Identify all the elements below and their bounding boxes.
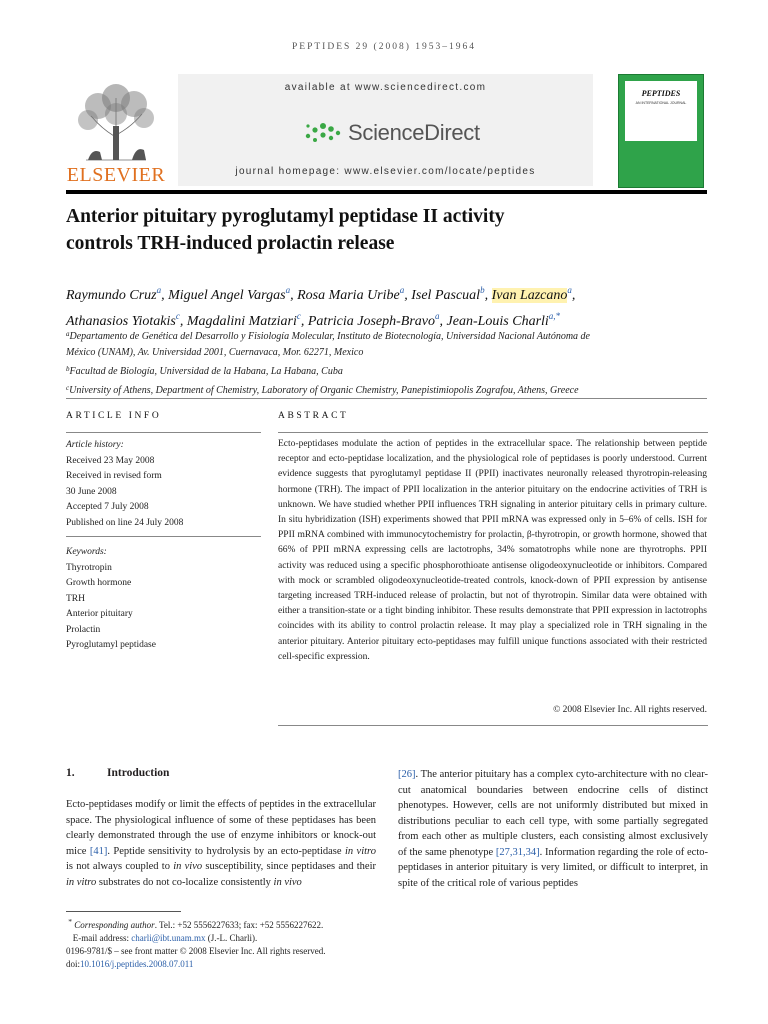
article-history: [66, 438, 266, 531]
author-affiliation-marker[interactable]: a: [156, 285, 162, 295]
corresponding-author-label: Corresponding author: [74, 920, 155, 930]
footnote-divider: [66, 911, 181, 912]
contact-text: . Tel.: +52 5556227633; fax: +52 5556227622.: [154, 920, 324, 930]
doi-link[interactable]: 10.1016/j.peptides.2008.07.011: [80, 959, 194, 969]
keyword: Pyroglutamyl peptidase: [66, 640, 156, 650]
author-affiliation-marker[interactable]: a: [399, 285, 405, 295]
affiliation-text: México (UNAM), Av. Universidad 2001, Cuernavaca, Mor. 62271, Mexico: [66, 347, 364, 358]
author-affiliation-marker[interactable]: b: [480, 285, 485, 295]
history-entry: Accepted 7 July 2008: [66, 502, 149, 512]
author-name[interactable]: Patricia Joseph-Bravo: [307, 314, 436, 329]
article-info-heading: ARTICLE INFO: [66, 411, 162, 421]
author-separator: ,: [290, 288, 298, 303]
keyword: Prolactin: [66, 624, 101, 635]
author-separator: ,: [439, 314, 447, 329]
affiliation-line: [66, 380, 716, 399]
journal-homepage-link[interactable]: journal homepage: www.elsevier.com/locate/peptides: [235, 166, 536, 177]
author-separator: ,: [484, 288, 492, 303]
divider: [66, 432, 261, 433]
keywords-label: Keywords:: [66, 547, 107, 557]
title-line: Anterior pituitary pyroglutamyl peptidase II activity: [66, 206, 505, 227]
body-text-italic: in vivo: [173, 861, 203, 872]
body-text: . The anterior pituitary has a complex cyto-architecture with no clear-cut anatomical boundaries between endocrine cells of distinct phenotypes. However, cells are not uniformly distributed but mixed in distributions peculiar to each cell type, with some partially segregated from each other as multiple clusters, each consisting almost exclusively of the same phenotype: [398, 769, 708, 858]
elsevier-tree-logo: [66, 76, 166, 162]
author-separator: ,: [300, 314, 308, 329]
history-entry: Received 23 May 2008: [66, 455, 155, 466]
sciencedirect-wordmark: ScienceDirect: [348, 120, 480, 145]
history-label: Article history:: [66, 440, 124, 450]
title-line: controls TRH-induced prolactin release: [66, 233, 395, 254]
author-affiliation-marker[interactable]: a: [285, 285, 291, 295]
sciencedirect-logo-icon: [302, 118, 344, 148]
body-text: . Peptide sensitivity to hydrolysis by an ecto-peptidase: [107, 845, 345, 857]
author-separator: ,: [161, 288, 169, 303]
section-title: Introduction: [107, 767, 170, 779]
author-name[interactable]: Raymundo Cruz: [66, 288, 157, 303]
footnotes: [66, 915, 466, 971]
body-column-left: [66, 797, 376, 890]
journal-masthead: [66, 74, 707, 192]
history-entry: Received in revised form: [66, 471, 162, 481]
doi-label: doi:: [66, 959, 81, 969]
affiliation-marker: b: [66, 365, 70, 373]
footnote-marker: *: [68, 917, 72, 926]
doi-line: [66, 958, 466, 971]
body-text: . Information regarding the role of ecto-peptidases in anterior pituitary is very limited, or difficult to interpret, in spite of the critical role of various peptides: [398, 846, 708, 889]
author-name-highlighted[interactable]: Ivan Lazcano: [491, 288, 568, 303]
keyword: Anterior pituitary: [66, 609, 133, 619]
affiliation-text: Facultad de Biología, Universidad de la Habana, La Habana, Cuba: [69, 366, 343, 377]
affiliation-marker: c: [66, 384, 70, 392]
body-text-italic: in vitro: [66, 876, 97, 888]
divider: [66, 536, 261, 537]
cover-title: PEPTIDES: [641, 89, 681, 98]
affiliation-marker: a: [66, 330, 70, 338]
author-affiliation-marker[interactable]: a: [567, 285, 572, 295]
author-affiliation-marker[interactable]: c: [175, 311, 180, 321]
author-separator: ,: [179, 314, 187, 329]
issn-line: 0196-9781/$ – see front matter © 2008 Elsevier Inc. All rights reserved.: [66, 946, 326, 956]
body-column-right: [398, 767, 708, 891]
abstract-text: Ecto-peptidases modulate the action of peptides in the extracellular space. The relationship between peptide receptor and ecto-peptidase localization, and the physiological role of peptidases is poorly understood. Current evidence suggests that pyroglutamyl peptidase II (PPII) inactivates neuronally released thyrotropin-releasing hormone (TRH). The impact of PPII localization in the anterior pituitary on the endocrine activities of TRH is unknown. We have studied whether PPII influences TRH signaling in anterior pituitary cells in primary culture. In situ hybridization (ISH) experiments showed that PPII mRNA was expressed only in 5–6% of cells. ISH for PPII mRNA combined with immunocytochemistry for prolactin, β-thyrotropin, or growth hormone, showed that 66% of PPII mRNA expressing cells are lactotrophs, 34% somatotrophs while none are thyrotrophs. PPII activity was reduced using a specific phosphorothioate antisense oligodeoxynucleotide or inhibitors. Compared with mock or scrambled oligodeoxynucleotide-treated controls, knock-down of PPII expression by antisense targeting increased TRH-induced release of prolactin, but not of thyrotropin. Similar data were obtained with either a transition-state or a tight binding inhibitor. These results demonstrate that PPII expression in lactotrophs coincides with its ability to control prolactin release. It may play a specialized role in TRH signaling in the anterior pituitary. Anterior pituitary ecto-peptidases may fulfill unique functions associated with their restricted cell-specific expression.: [278, 439, 707, 662]
body-text: susceptibility, since peptidases and their: [202, 861, 377, 872]
author-name[interactable]: Jean-Louis Charli: [446, 314, 549, 329]
author-list: [66, 280, 716, 332]
body-text: Ecto-peptidases modify or limit the effects of peptides in the extracellular space. The physiological influence of some of these peptidases has been clearly demonstrated through the use of enzyme inhibitors or knock-out mice: [66, 799, 376, 857]
keywords: [66, 545, 266, 654]
author-separator: ,: [571, 288, 576, 303]
divider: [66, 398, 707, 399]
cover-label: [625, 81, 697, 141]
corresponding-author-note: [66, 915, 466, 932]
masthead-rule: [66, 190, 707, 194]
article-title: [66, 203, 707, 257]
author-separator: ,: [404, 288, 412, 303]
affiliation-line: [66, 326, 716, 345]
citation-link[interactable]: [26]: [398, 769, 416, 780]
author-affiliation-marker[interactable]: a,*: [548, 311, 561, 321]
author-affiliation-marker[interactable]: a: [435, 311, 440, 321]
author-name[interactable]: Magdalini Matziari: [186, 314, 297, 329]
abstract-copyright: © 2008 Elsevier Inc. All rights reserved.: [553, 705, 707, 715]
divider: [278, 725, 708, 726]
available-at-link[interactable]: available at www.sciencedirect.com: [284, 82, 487, 93]
section-number: 1.: [66, 767, 75, 779]
body-text-italic: in vivo: [273, 876, 302, 888]
author-name[interactable]: Miguel Angel Vargas: [168, 288, 286, 303]
author-name[interactable]: Athanasios Yiotakis: [66, 314, 176, 329]
affiliation-text: University of Athens, Department of Chemistry, Laboratory of Organic Chemistry, Panepistimiopolis Zografou, Athens, Greece: [69, 385, 579, 396]
email-note: [66, 932, 466, 945]
affiliation-text: Departamento de Genética del Desarrollo y Fisiología Molecular, Instituto de Biotecnología, Universidad Nacional Autónoma de: [69, 331, 590, 342]
elsevier-wordmark: ELSEVIER: [66, 164, 166, 186]
affiliation-line: [66, 361, 716, 380]
citation-link[interactable]: [27,31,34]: [495, 846, 540, 858]
running-head: PEPTIDES 29 (2008) 1953–1964: [292, 42, 476, 52]
author-name[interactable]: Rosa Maria Uribe: [297, 288, 400, 303]
body-text: is not always coupled to: [66, 861, 174, 872]
author-affiliation-marker[interactable]: c: [296, 311, 301, 321]
journal-cover-thumbnail: [618, 74, 704, 188]
affiliations: [66, 326, 716, 399]
email-suffix: (J.-L. Charli).: [205, 933, 258, 943]
body-text-italic: in vitro: [344, 845, 376, 857]
body-text: substrates do not co-localize consistently: [96, 876, 274, 888]
abstract-heading: ABSTRACT: [278, 411, 349, 421]
keyword: Thyrotropin: [66, 562, 112, 573]
email-label: E-mail address:: [72, 933, 132, 943]
author-name[interactable]: Isel Pascual: [411, 288, 481, 303]
cover-subtitle: AN INTERNATIONAL JOURNAL: [635, 101, 687, 105]
affiliation-line: [66, 345, 716, 361]
divider: [278, 432, 708, 433]
keyword: TRH: [66, 593, 85, 604]
citation-link[interactable]: [41]: [89, 845, 108, 857]
history-entry: 30 June 2008: [66, 486, 117, 497]
keyword: Growth hormone: [66, 578, 132, 588]
history-entry: Published on line 24 July 2008: [66, 517, 184, 528]
email-link[interactable]: charli@ibt.unam.mx: [131, 933, 206, 943]
